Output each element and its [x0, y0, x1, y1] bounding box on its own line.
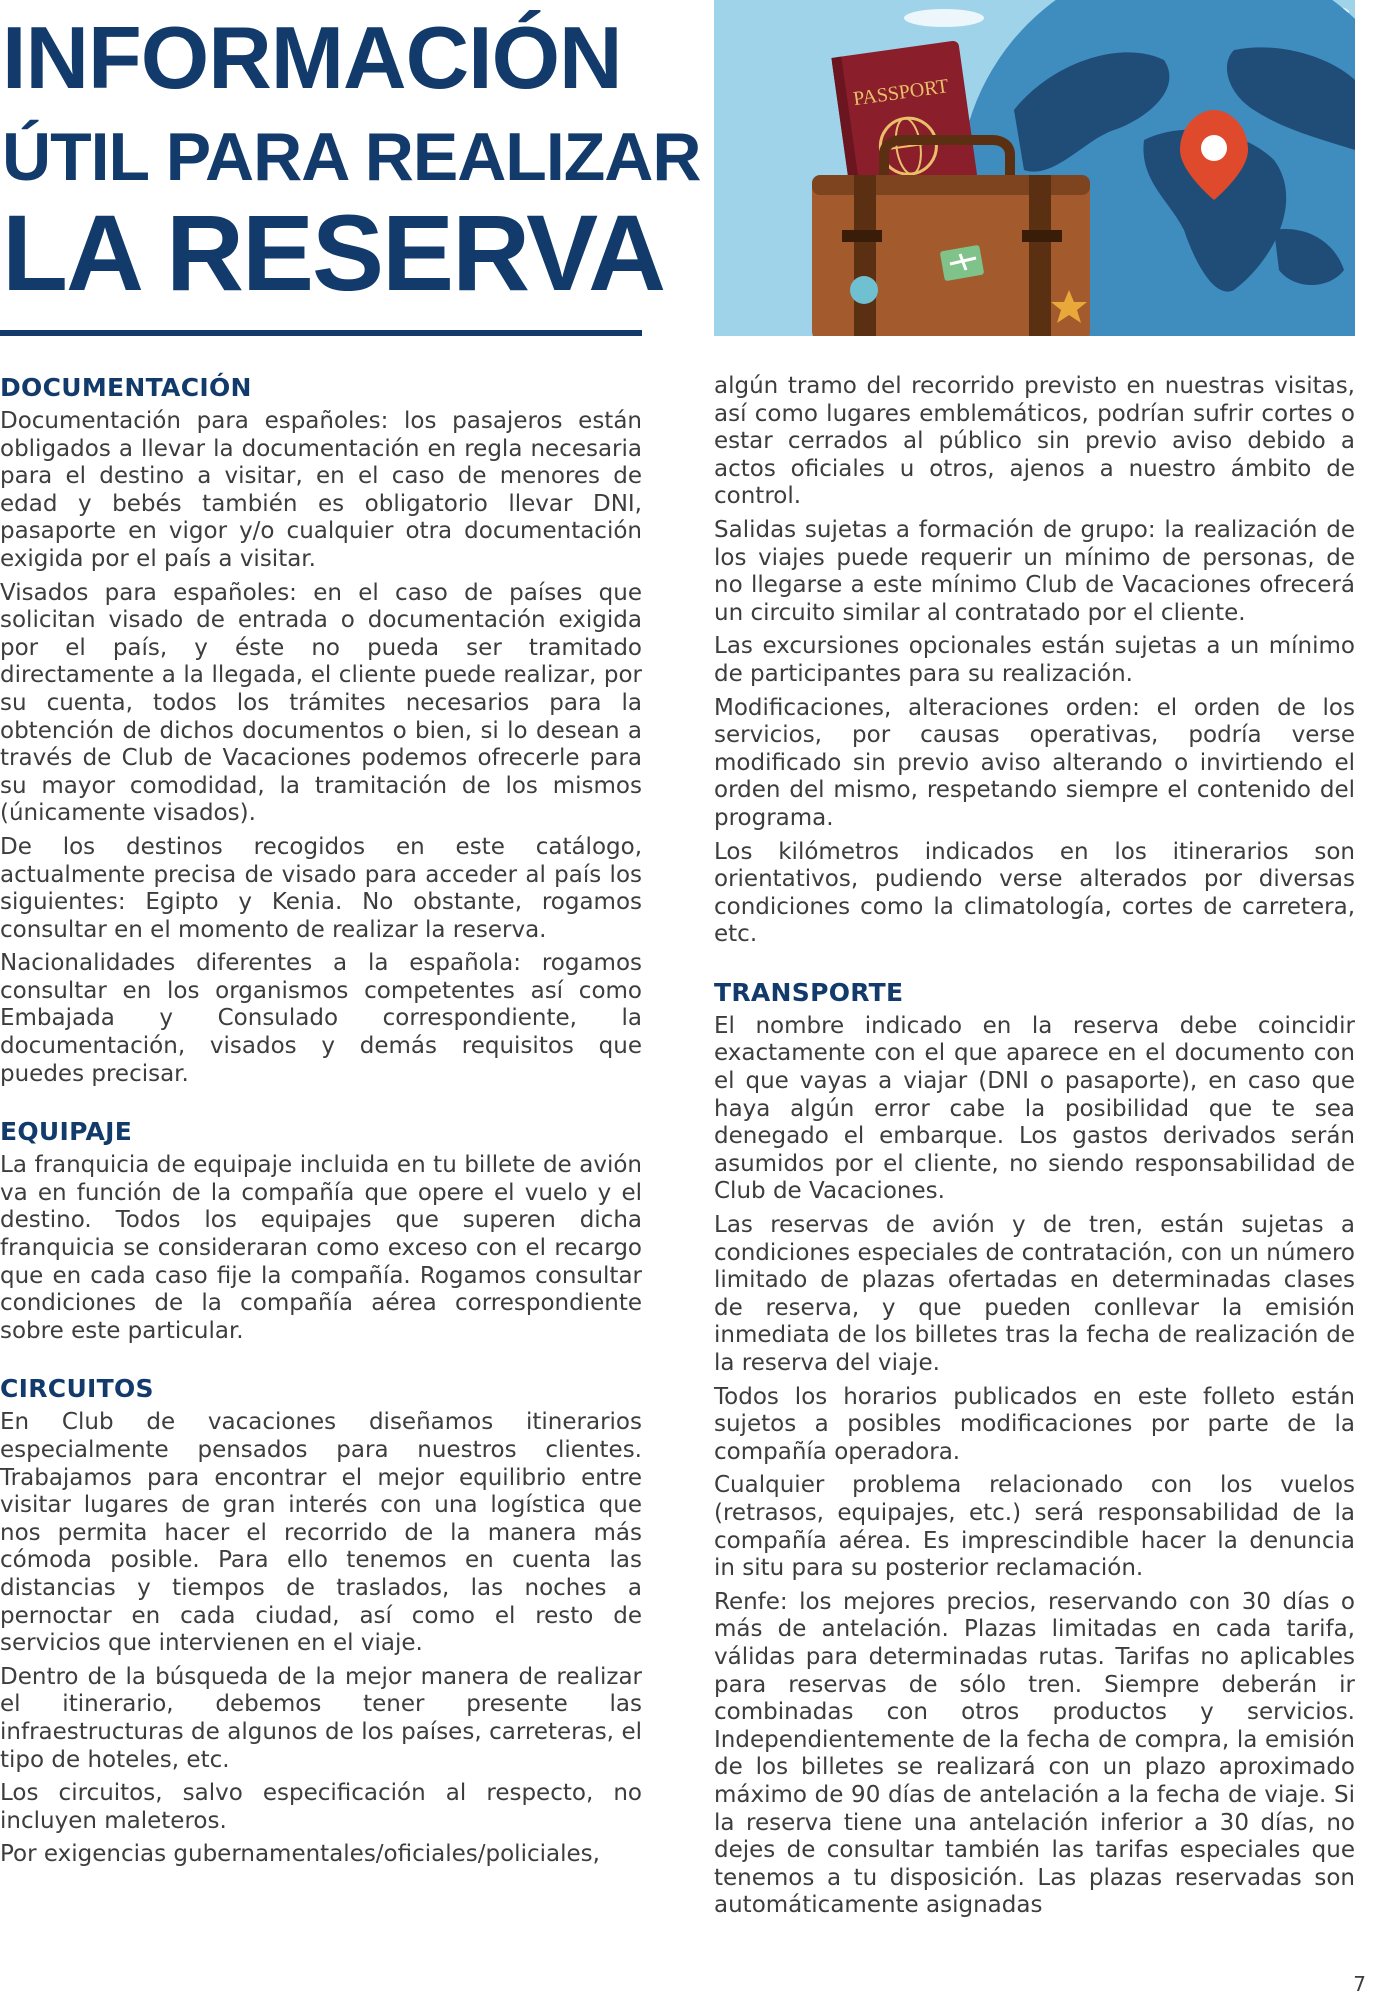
- paragraph: algún tramo del recorrido previsto en nuestras visitas, así como lugares emblemáticos, podrían sufrir cortes o estar cerrados al público sin previo aviso debido a actos oficiales u otros, ajenos a nuestro ámbito de control.: [714, 373, 1355, 510]
- round-sticker-icon: [850, 276, 878, 304]
- paragraph: Documentación para españoles: los pasajeros están obligados a llevar la documentación en regla necesaria para el destino a visitar, en el caso de menores de edad y bebés también es obligatorio llevar DNI, pasaporte en vigor y/o cualquier otra documentación exigida por el país a visitar.: [0, 408, 642, 572]
- paragraph: En Club de vacaciones diseñamos itinerarios especialmente pensados para nuestros clientes. Trabajamos para encontrar el mejor equilibrio entre visitar lugares de gran interés con una logística que nos permita hacer el recorrido de la manera más cómoda posible. Para ello tenemos en cuenta las distancias y tiempos de traslados, las noches a pernoctar en cada ciudad, así como el resto de servicios que intervienen en el viaje.: [0, 1409, 642, 1657]
- paragraph: Cualquier problema relacionado con los vuelos (retrasos, equipajes, etc.) será responsabilidad de la compañía aérea. Es imprescindible hacer la denuncia in situ para su posterior reclamación.: [714, 1472, 1355, 1582]
- page-title-line-2: ÚTIL PARA REALIZAR: [2, 119, 701, 195]
- section-heading-equipaje: EQUIPAJE: [0, 1117, 133, 1147]
- paragraph: Visados para españoles: en el caso de países que solicitan visado de entrada o documentación exigida por el país, y éste no pueda ser tramitado directamente a la llegada, el cliente puede realizar, por su cuenta, todos los trámites necesarios para la obtención de dichos documentos o bien, si lo desean a través de Club de Vacaciones podemos ofrecerle para su mayor comodidad, la tramitación de los mismos (únicamente visados).: [0, 579, 642, 827]
- left-column: [0, 372, 642, 1875]
- paragraph: Las reservas de avión y de tren, están sujetas a condiciones especiales de contratación, con un número limitado de plazas ofertadas en determinadas clases de reserva, y que pueden conllevar la emisión inmediata de los billetes tras la fecha de realización de la reserva del viaje.: [714, 1212, 1355, 1376]
- paragraph: Salidas sujetas a formación de grupo: la realización de los viajes puede requerir un mínimo de personas, de no llegarse a este mínimo Club de Vacaciones ofrecerá un circuito similar al contratado por el cliente.: [714, 516, 1355, 626]
- hero-illustration: [714, 0, 1355, 336]
- paragraph: La franquicia de equipaje incluida en tu billete de avión va en función de la compañía que opere el vuelo y el destino. Todos los equipajes que superen dicha franquicia se consideraran como exceso con el recargo que en cada caso fije la compañía. Rogamos consultar condiciones de la compañía aérea correspondiente sobre este particular.: [0, 1152, 642, 1344]
- section-heading-transporte: TRANSPORTE: [714, 977, 904, 1007]
- paragraph: Dentro de la búsqueda de la mejor manera de realizar el itinerario, debemos tener presente las infraestructuras de algunos de los países, carreteras, el tipo de hoteles, etc.: [0, 1663, 642, 1773]
- paragraph: Modificaciones, alteraciones orden: el orden de los servicios, por causas operativas, podría verse modificado sin previo aviso alterando o invirtiendo el orden del mismo, respetando siempre el contenido del programa.: [714, 694, 1355, 831]
- right-column: [714, 373, 1355, 1926]
- paragraph: El nombre indicado en la reserva debe coincidir exactamente con el que aparece en el documento con el que vayas a viajar (DNI o pasaporte), en caso que haya algún error cabe la posibilidad que te sea denegado el embarque. Los gastos derivados serán asumidos por el cliente, no siendo responsabilidad de Club de Vacaciones.: [714, 1012, 1355, 1205]
- paragraph: Por exigencias gubernamentales/oficiales/policiales,: [0, 1841, 600, 1868]
- title-underline: [0, 330, 642, 336]
- paragraph: Nacionalidades diferentes a la española: rogamos consultar en los organismos competentes así como Embajada y Consulado correspondiente, la documentación, visados y demás requisitos que puedes precisar.: [0, 950, 642, 1087]
- page-number: 7: [1353, 1972, 1366, 1996]
- paragraph: Los kilómetros indicados en los itinerarios son orientativos, pudiendo verse alterados por diversas condiciones como la climatología, cortes de carretera, etc.: [714, 838, 1355, 948]
- section-heading-documentacion: DOCUMENTACIÓN: [0, 373, 252, 402]
- page-title-line-3: LA RESERVA: [2, 192, 665, 313]
- paragraph: Renfe: los mejores precios, reservando con 30 días o más de antelación. Plazas limitadas en cada tarifa, válidas para determinadas rutas. Tarifas no aplicables para reservas de sólo tren. Siempre deberán ir combinadas con otros productos y servicios. Independientemente de la fecha de compra, la emisión de los billetes se realizará con un plazo aproximado máximo de 90 días de antelación a la fecha de viaje. Si la reserva tiene una antelación inferior a 30 días, no dejes de consultar también las tarifas especiales que tenemos a tu disposición. Las plazas reservadas son automáticamente asignadas: [714, 1588, 1355, 1919]
- page-title-line-1: INFORMACIÓN: [2, 8, 622, 107]
- paragraph: Las excursiones opcionales están sujetas a un mínimo de participantes para su realización.: [714, 633, 1355, 687]
- paragraph: De los destinos recogidos en este catálogo, actualmente precisa de visado para acceder al país los siguientes: Egipto y Kenia. No obstante, rogamos consultar en el momento de realizar la reserva.: [0, 833, 642, 943]
- paragraph: Todos los horarios publicados en este folleto están sujetos a posibles modificaciones por parte de la compañía operadora.: [714, 1383, 1355, 1465]
- paragraph: Los circuitos, salvo especificación al respecto, no incluyen maleteros.: [0, 1780, 642, 1834]
- section-heading-circuitos: CIRCUITOS: [0, 1374, 154, 1404]
- passport-label: PASSPORT: [851, 75, 950, 111]
